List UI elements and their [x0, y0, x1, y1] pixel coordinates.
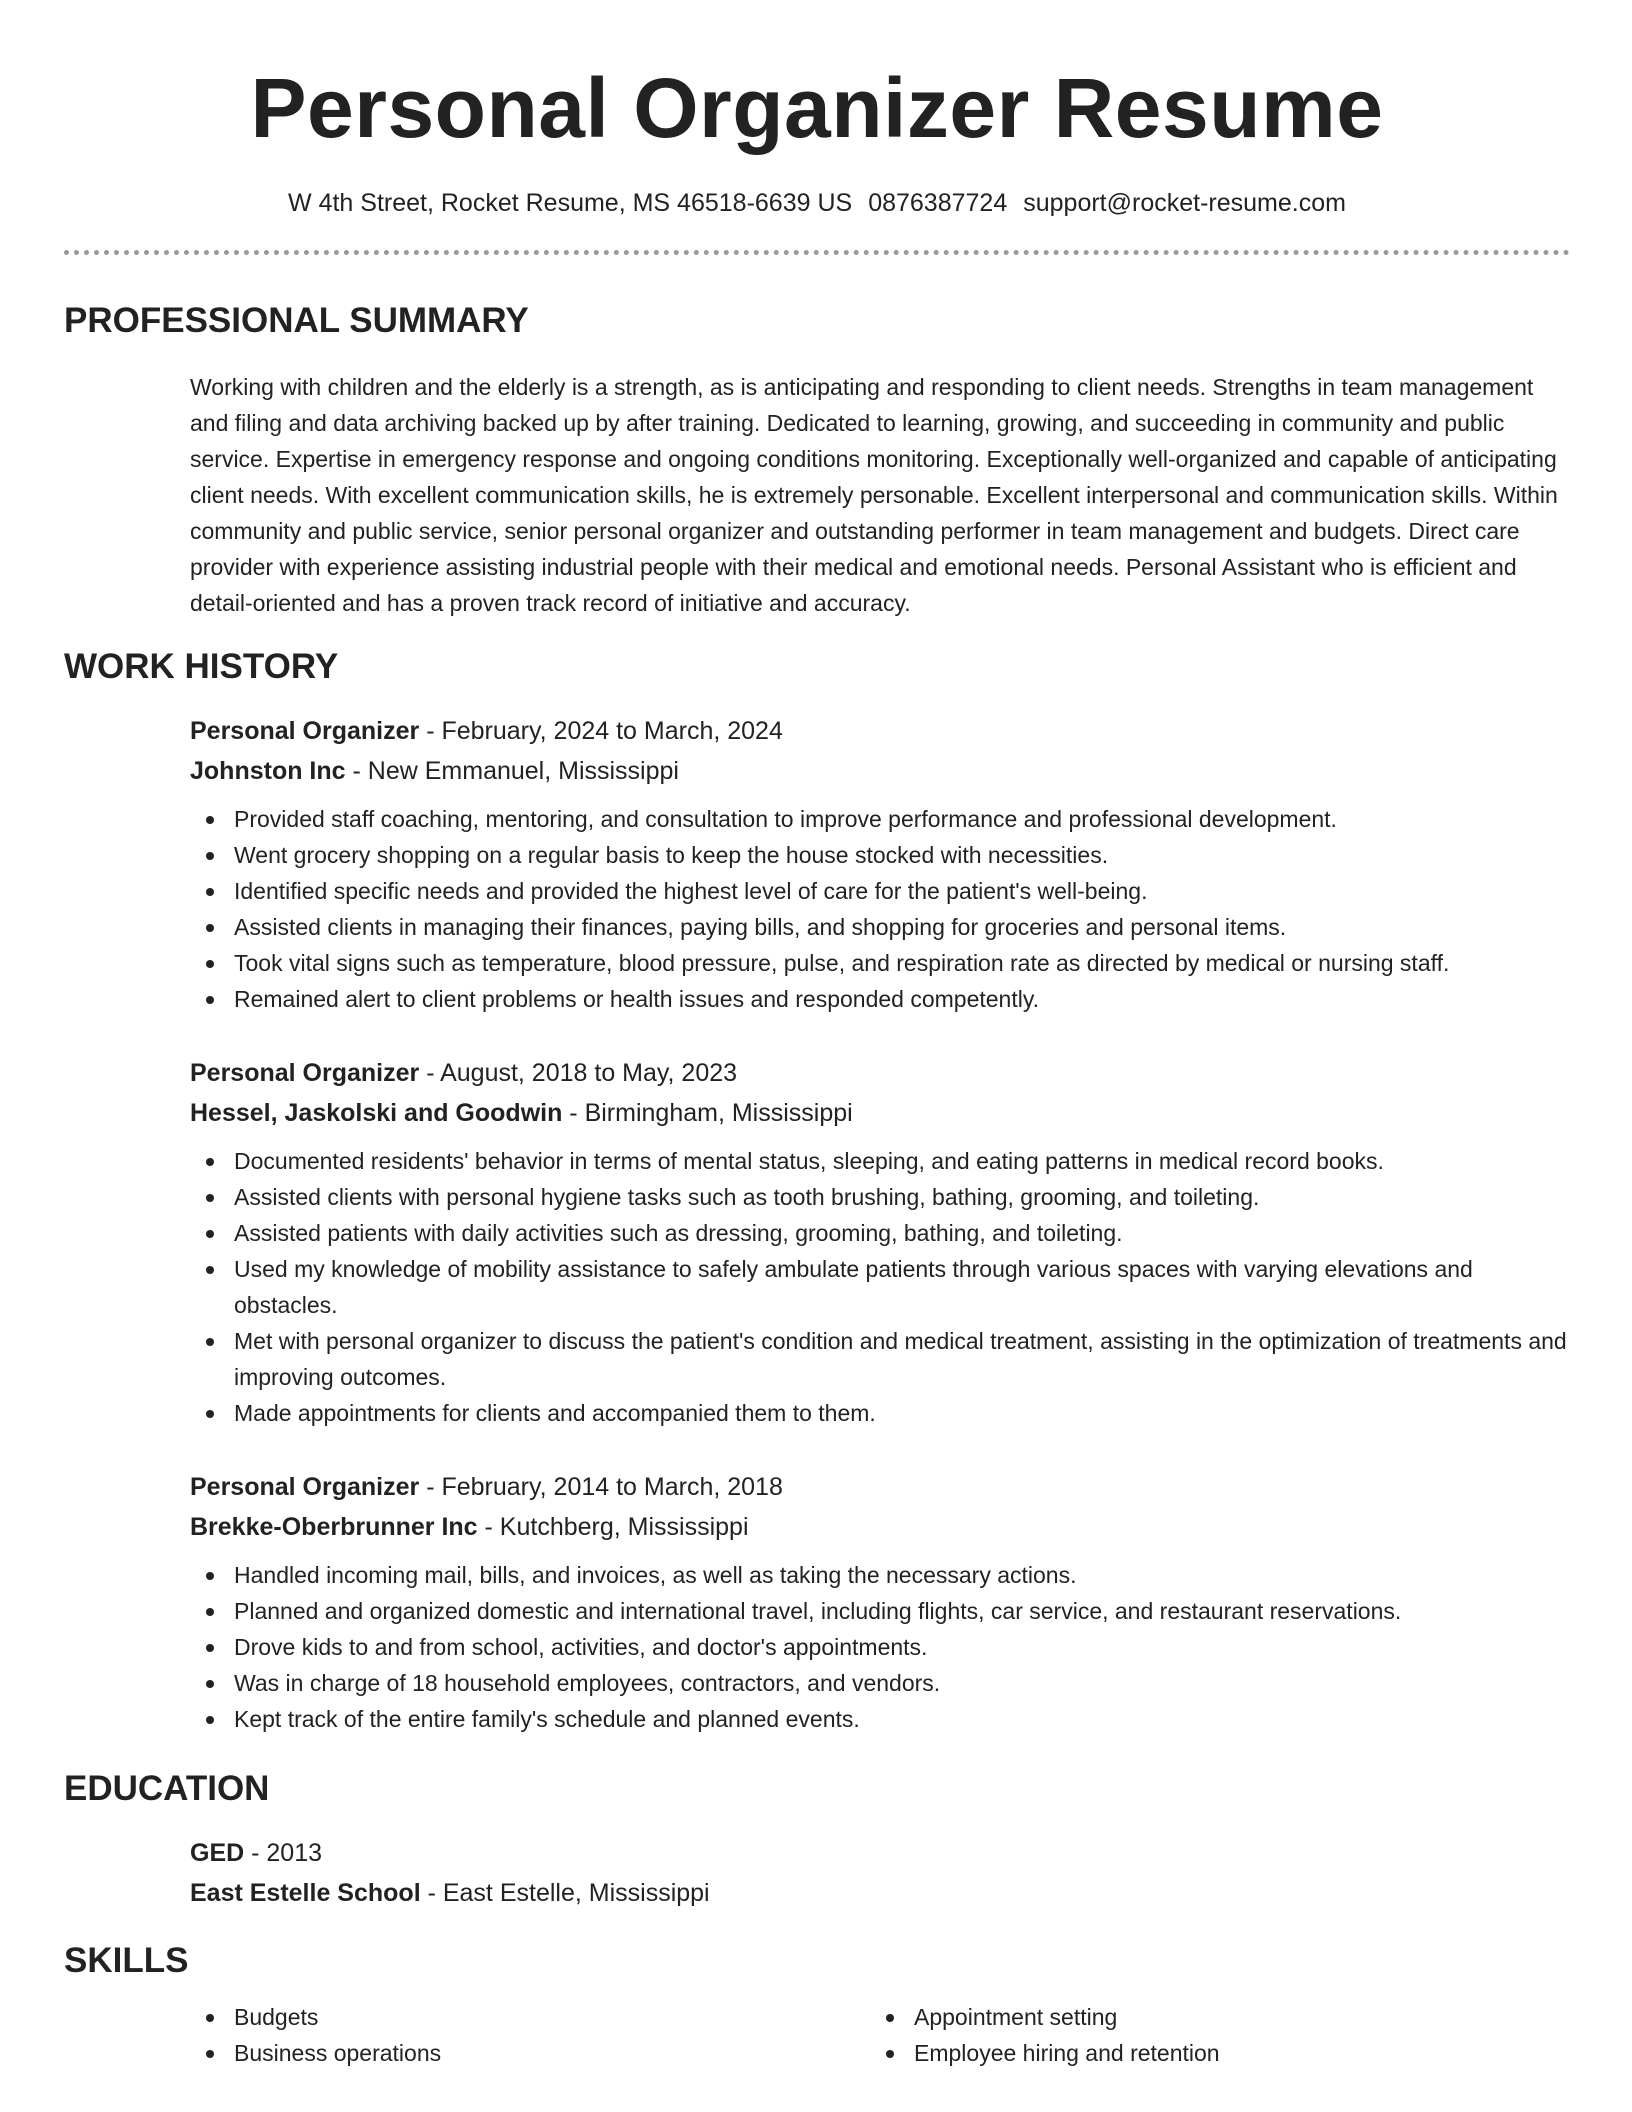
job-bullet: Met with personal organizer to discuss the patient's condition and medical treatment, assisting in the optimization of treatments and improving outcomes.: [190, 1323, 1570, 1395]
skill-item: Business operations: [190, 2035, 870, 2071]
job-location: - New Emmanuel, Mississippi: [345, 757, 679, 785]
skill-item: Budgets: [190, 1999, 870, 2035]
job-entry: [190, 1467, 1570, 1737]
job-bullets: [190, 1143, 1570, 1431]
education-degree: GED: [190, 1839, 245, 1867]
job-bullets: [190, 1557, 1570, 1737]
skill-item: Employee hiring and retention: [870, 2035, 1570, 2071]
resume-title: Personal Organizer Resume: [250, 61, 1384, 155]
education-heading: EDUCATION: [64, 1769, 270, 1808]
job-bullet: Provided staff coaching, mentoring, and consultation to improve performance and professional development.: [190, 801, 1570, 837]
education-year: - 2013: [244, 1839, 323, 1867]
job-role: Personal Organizer: [190, 1059, 420, 1087]
job-dates: - February, 2024 to March, 2024: [419, 717, 783, 745]
resume-page: [64, 0, 1570, 2071]
job-company: Brekke-Oberbrunner Inc: [190, 1513, 478, 1541]
job-location: - Birmingham, Mississippi: [562, 1099, 853, 1127]
job-bullet: Remained alert to client problems or health issues and responded competently.: [190, 981, 1570, 1017]
skills-right-column: [870, 1999, 1570, 2071]
work-history-list: [190, 711, 1570, 1737]
job-entry: [190, 1053, 1570, 1431]
job-bullet: Assisted patients with daily activities such as dressing, grooming, bathing, and toileting.: [190, 1215, 1570, 1251]
job-location: - Kutchberg, Mississippi: [477, 1513, 749, 1541]
job-role-line: [190, 1467, 1570, 1507]
summary-heading: PROFESSIONAL SUMMARY: [64, 301, 529, 340]
job-bullet: Took vital signs such as temperature, blood pressure, pulse, and respiration rate as directed by medical or nursing staff.: [190, 945, 1570, 981]
job-bullet: Handled incoming mail, bills, and invoices, as well as taking the necessary actions.: [190, 1557, 1570, 1593]
job-bullet: Assisted clients in managing their finances, paying bills, and shopping for groceries and personal items.: [190, 909, 1570, 945]
job-role-line: [190, 1053, 1570, 1093]
job-bullet: Planned and organized domestic and international travel, including flights, car service, and restaurant reservations.: [190, 1593, 1570, 1629]
education-entry: [190, 1833, 1570, 1913]
contact-address: W 4th Street, Rocket Resume, MS 46518-6639 US: [288, 189, 853, 217]
job-company: Hessel, Jaskolski and Goodwin: [190, 1099, 563, 1127]
education-degree-line: [190, 1833, 1570, 1873]
skills-heading: SKILLS: [64, 1941, 189, 1980]
job-dates: - February, 2014 to March, 2018: [419, 1473, 783, 1501]
contact-email[interactable]: support@rocket-resume.com: [1023, 189, 1346, 217]
job-bullets: [190, 801, 1570, 1017]
job-company-line: [190, 751, 1570, 791]
job-bullet: Kept track of the entire family's schedule and planned events.: [190, 1701, 1570, 1737]
header-divider: [64, 250, 1570, 255]
education-location: - East Estelle, Mississippi: [420, 1879, 710, 1907]
education-school-line: [190, 1873, 1570, 1913]
job-company-line: [190, 1093, 1570, 1133]
job-dates: - August, 2018 to May, 2023: [419, 1059, 738, 1087]
job-bullet: Drove kids to and from school, activities, and doctor's appointments.: [190, 1629, 1570, 1665]
job-company: Johnston Inc: [190, 757, 346, 785]
job-bullet: Documented residents' behavior in terms of mental status, sleeping, and eating patterns in medical record books.: [190, 1143, 1570, 1179]
education-school: East Estelle School: [190, 1879, 421, 1907]
skills-left-column: [190, 1999, 870, 2071]
job-role: Personal Organizer: [190, 1473, 420, 1501]
job-entry: [190, 711, 1570, 1017]
job-bullet: Identified specific needs and provided the highest level of care for the patient's well-being.: [190, 873, 1570, 909]
job-bullet: Used my knowledge of mobility assistance to safely ambulate patients through various spaces with varying elevations and obstacles.: [190, 1251, 1570, 1323]
contact-line: [64, 186, 1570, 220]
job-company-line: [190, 1507, 1570, 1547]
summary-text: Working with children and the elderly is a strength, as is anticipating and responding to client needs. Strengths in team management and filing and data archiving backed up by after training. Dedicated to learning, growing, and succeeding in community and public service. Expertise in emergency response and ongoing conditions monitoring. Exceptionally well-organized and capable of anticipating client needs. With excellent communication skills, he is extremely personable. Excellent interpersonal and communication skills. Within community and public service, senior personal organizer and outstanding performer in team management and budgets. Direct care provider with experience assisting industrial people with their medical and emotional needs. Personal Assistant who is efficient and detail-oriented and has a proven track record of initiative and accuracy.: [190, 374, 1558, 616]
skill-item: Appointment setting: [870, 1999, 1570, 2035]
job-bullet: Went grocery shopping on a regular basis to keep the house stocked with necessities.: [190, 837, 1570, 873]
job-role: Personal Organizer: [190, 717, 420, 745]
contact-phone: 0876387724: [868, 189, 1008, 217]
job-role-line: [190, 711, 1570, 751]
skills-grid: [190, 1999, 1570, 2071]
job-bullet: Made appointments for clients and accompanied them to them.: [190, 1395, 1570, 1431]
job-bullet: Was in charge of 18 household employees, contractors, and vendors.: [190, 1665, 1570, 1701]
work-history-heading: WORK HISTORY: [64, 647, 339, 686]
job-bullet: Assisted clients with personal hygiene tasks such as tooth brushing, bathing, grooming, and toileting.: [190, 1179, 1570, 1215]
